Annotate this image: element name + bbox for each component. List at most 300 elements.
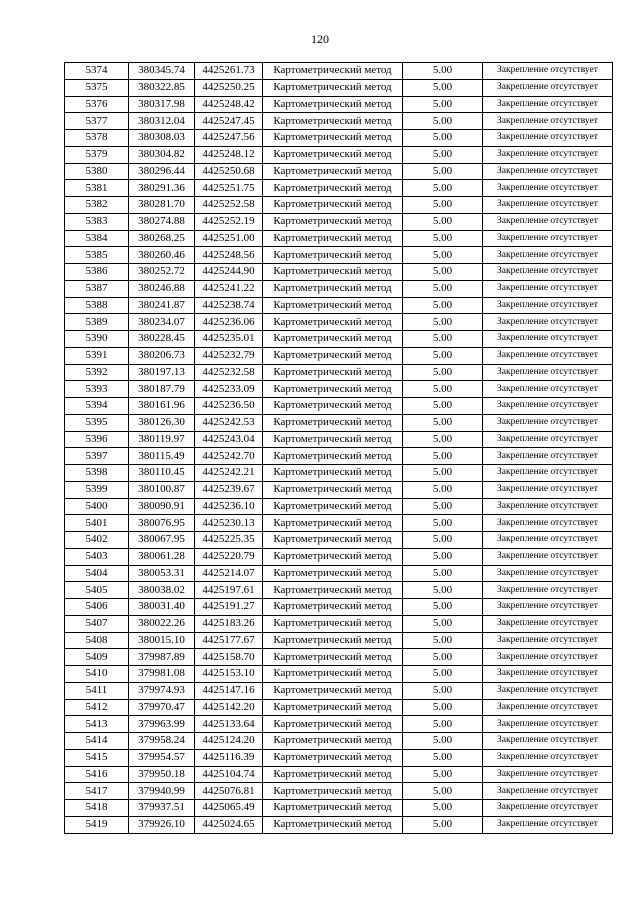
coordinate-x: 379950.18 [129,766,195,783]
table-row [65,816,613,833]
table-row [65,532,613,549]
table-row [65,230,613,247]
coordinate-x: 379963.99 [129,716,195,733]
coordinate-y: 4425251.00 [195,230,263,247]
coordinate-x: 380228.45 [129,331,195,348]
accuracy-cell: 5.00 [403,431,483,448]
table-row [65,749,613,766]
fixation-cell: Закрепление отсутствует [483,364,613,381]
fixation-cell: Закрепление отсутствует [483,565,613,582]
coordinate-x: 380281.70 [129,197,195,214]
accuracy-cell: 5.00 [403,247,483,264]
coordinate-x: 380268.25 [129,230,195,247]
coordinate-x: 379940.99 [129,783,195,800]
fixation-cell: Закрепление отсутствует [483,481,613,498]
method-cell: Картометрический метод [263,96,403,113]
accuracy-cell: 5.00 [403,297,483,314]
coordinate-y: 4425065.49 [195,800,263,817]
accuracy-cell: 5.00 [403,800,483,817]
point-number: 5405 [65,582,129,599]
accuracy-cell: 5.00 [403,632,483,649]
point-number: 5394 [65,398,129,415]
fixation-cell: Закрепление отсутствует [483,163,613,180]
table-row [65,548,613,565]
method-cell: Картометрический метод [263,749,403,766]
table-row [65,197,613,214]
method-cell: Картометрический метод [263,532,403,549]
point-number: 5381 [65,180,129,197]
coordinate-x: 380161.96 [129,398,195,415]
coordinate-y: 4425232.79 [195,347,263,364]
accuracy-cell: 5.00 [403,599,483,616]
coordinate-x: 380076.95 [129,515,195,532]
coordinate-y: 4425248.56 [195,247,263,264]
coordinate-x: 379958.24 [129,733,195,750]
table-row [65,347,613,364]
coordinate-x: 380322.85 [129,79,195,96]
coordinate-y: 4425242.70 [195,448,263,465]
point-number: 5406 [65,599,129,616]
accuracy-cell: 5.00 [403,733,483,750]
table-row [65,130,613,147]
point-number: 5384 [65,230,129,247]
coordinate-x: 380260.46 [129,247,195,264]
coordinate-y: 4425238.74 [195,297,263,314]
point-number: 5383 [65,213,129,230]
method-cell: Картометрический метод [263,347,403,364]
coordinate-y: 4425236.10 [195,498,263,515]
method-cell: Картометрический метод [263,733,403,750]
point-number: 5396 [65,431,129,448]
page-number: 120 [311,32,329,46]
point-number: 5409 [65,649,129,666]
fixation-cell: Закрепление отсутствует [483,79,613,96]
accuracy-cell: 5.00 [403,783,483,800]
coordinate-y: 4425158.70 [195,649,263,666]
coordinate-x: 380234.07 [129,314,195,331]
coordinate-x: 380119.97 [129,431,195,448]
accuracy-cell: 5.00 [403,96,483,113]
method-cell: Картометрический метод [263,163,403,180]
table-row [65,615,613,632]
fixation-cell: Закрепление отсутствует [483,331,613,348]
accuracy-cell: 5.00 [403,414,483,431]
table-row [65,247,613,264]
table-row [65,79,613,96]
coordinate-y: 4425252.58 [195,197,263,214]
point-number: 5411 [65,682,129,699]
fixation-cell: Закрепление отсутствует [483,682,613,699]
point-number: 5380 [65,163,129,180]
coordinate-x: 379974.93 [129,682,195,699]
coordinate-y: 4425242.53 [195,414,263,431]
fixation-cell: Закрепление отсутствует [483,63,613,80]
method-cell: Картометрический метод [263,766,403,783]
point-number: 5390 [65,331,129,348]
method-cell: Картометрический метод [263,297,403,314]
coordinates-table-body [65,63,613,834]
fixation-cell: Закрепление отсутствует [483,398,613,415]
accuracy-cell: 5.00 [403,498,483,515]
accuracy-cell: 5.00 [403,146,483,163]
method-cell: Картометрический метод [263,816,403,833]
method-cell: Картометрический метод [263,448,403,465]
point-number: 5416 [65,766,129,783]
fixation-cell: Закрепление отсутствует [483,314,613,331]
point-number: 5382 [65,197,129,214]
coordinate-y: 4425252.19 [195,213,263,230]
point-number: 5391 [65,347,129,364]
point-number: 5399 [65,481,129,498]
coordinate-y: 4425236.06 [195,314,263,331]
coordinate-y: 4425233.09 [195,381,263,398]
coordinate-x: 380126.30 [129,414,195,431]
point-number: 5387 [65,280,129,297]
accuracy-cell: 5.00 [403,666,483,683]
table-row [65,264,613,281]
coordinate-y: 4425076.81 [195,783,263,800]
coordinate-y: 4425251.75 [195,180,263,197]
coordinate-y: 4425241.22 [195,280,263,297]
fixation-cell: Закрепление отсутствует [483,448,613,465]
point-number: 5386 [65,264,129,281]
accuracy-cell: 5.00 [403,264,483,281]
fixation-cell: Закрепление отсутствует [483,816,613,833]
method-cell: Картометрический метод [263,481,403,498]
fixation-cell: Закрепление отсутствует [483,548,613,565]
method-cell: Картометрический метод [263,465,403,482]
method-cell: Картометрический метод [263,247,403,264]
table-row [65,783,613,800]
coordinate-y: 4425242.21 [195,465,263,482]
method-cell: Картометрический метод [263,331,403,348]
point-number: 5398 [65,465,129,482]
fixation-cell: Закрепление отсутствует [483,766,613,783]
point-number: 5375 [65,79,129,96]
table-row [65,431,613,448]
coordinate-x: 380067.95 [129,532,195,549]
fixation-cell: Закрепление отсутствует [483,264,613,281]
fixation-cell: Закрепление отсутствует [483,280,613,297]
accuracy-cell: 5.00 [403,314,483,331]
point-number: 5407 [65,615,129,632]
coordinate-x: 379937.51 [129,800,195,817]
fixation-cell: Закрепление отсутствует [483,230,613,247]
table-row [65,515,613,532]
fixation-cell: Закрепление отсутствует [483,783,613,800]
point-number: 5410 [65,666,129,683]
table-row [65,63,613,80]
method-cell: Картометрический метод [263,431,403,448]
point-number: 5417 [65,783,129,800]
point-number: 5401 [65,515,129,532]
method-cell: Картометрический метод [263,699,403,716]
table-row [65,146,613,163]
accuracy-cell: 5.00 [403,130,483,147]
point-number: 5385 [65,247,129,264]
method-cell: Картометрический метод [263,582,403,599]
coordinate-x: 379987.89 [129,649,195,666]
fixation-cell: Закрепление отсутствует [483,197,613,214]
method-cell: Картометрический метод [263,63,403,80]
coordinate-x: 380061.28 [129,548,195,565]
table-row [65,649,613,666]
accuracy-cell: 5.00 [403,481,483,498]
point-number: 5400 [65,498,129,515]
fixation-cell: Закрепление отсутствует [483,465,613,482]
accuracy-cell: 5.00 [403,565,483,582]
method-cell: Картометрический метод [263,548,403,565]
method-cell: Картометрический метод [263,180,403,197]
table-row [65,800,613,817]
coordinate-x: 380090.91 [129,498,195,515]
fixation-cell: Закрепление отсутствует [483,213,613,230]
method-cell: Картометрический метод [263,398,403,415]
coordinate-y: 4425247.56 [195,130,263,147]
table-row [65,565,613,582]
table-row [65,733,613,750]
accuracy-cell: 5.00 [403,448,483,465]
point-number: 5412 [65,699,129,716]
table-row [65,163,613,180]
coordinate-x: 380317.98 [129,96,195,113]
accuracy-cell: 5.00 [403,230,483,247]
fixation-cell: Закрепление отсутствует [483,381,613,398]
accuracy-cell: 5.00 [403,682,483,699]
coordinate-x: 380274.88 [129,213,195,230]
coordinate-y: 4425220.79 [195,548,263,565]
fixation-cell: Закрепление отсутствует [483,130,613,147]
method-cell: Картометрический метод [263,649,403,666]
coordinate-y: 4425191.27 [195,599,263,616]
accuracy-cell: 5.00 [403,381,483,398]
point-number: 5377 [65,113,129,130]
method-cell: Картометрический метод [263,615,403,632]
accuracy-cell: 5.00 [403,213,483,230]
method-cell: Картометрический метод [263,113,403,130]
accuracy-cell: 5.00 [403,582,483,599]
coordinate-x: 380304.82 [129,146,195,163]
fixation-cell: Закрепление отсутствует [483,113,613,130]
coordinate-x: 380206.73 [129,347,195,364]
fixation-cell: Закрепление отсутствует [483,431,613,448]
coordinate-y: 4425230.13 [195,515,263,532]
table-row [65,297,613,314]
table-row [65,280,613,297]
accuracy-cell: 5.00 [403,364,483,381]
fixation-cell: Закрепление отсутствует [483,96,613,113]
coordinate-y: 4425153.10 [195,666,263,683]
coordinate-y: 4425177.67 [195,632,263,649]
coordinate-y: 4425248.42 [195,96,263,113]
coordinate-x: 380308.03 [129,130,195,147]
coordinates-table [64,62,613,834]
table-row [65,113,613,130]
coordinate-x: 380100.87 [129,481,195,498]
accuracy-cell: 5.00 [403,548,483,565]
coordinate-x: 379970.47 [129,699,195,716]
fixation-cell: Закрепление отсутствует [483,599,613,616]
coordinate-y: 4425214.07 [195,565,263,582]
coordinate-y: 4425147.16 [195,682,263,699]
point-number: 5388 [65,297,129,314]
coordinate-x: 380246.88 [129,280,195,297]
method-cell: Картометрический метод [263,264,403,281]
method-cell: Картометрический метод [263,783,403,800]
accuracy-cell: 5.00 [403,816,483,833]
fixation-cell: Закрепление отсутствует [483,146,613,163]
point-number: 5414 [65,733,129,750]
point-number: 5389 [65,314,129,331]
accuracy-cell: 5.00 [403,197,483,214]
coordinate-x: 380252.72 [129,264,195,281]
coordinate-y: 4425244.90 [195,264,263,281]
coordinate-y: 4425232.58 [195,364,263,381]
fixation-cell: Закрепление отсутствует [483,347,613,364]
point-number: 5418 [65,800,129,817]
table-row [65,498,613,515]
coordinate-x: 379954.57 [129,749,195,766]
table-row [65,632,613,649]
point-number: 5392 [65,364,129,381]
point-number: 5374 [65,63,129,80]
method-cell: Картометрический метод [263,632,403,649]
accuracy-cell: 5.00 [403,347,483,364]
point-number: 5403 [65,548,129,565]
coordinate-x: 380110.45 [129,465,195,482]
accuracy-cell: 5.00 [403,113,483,130]
point-number: 5378 [65,130,129,147]
fixation-cell: Закрепление отсутствует [483,733,613,750]
table-row [65,716,613,733]
fixation-cell: Закрепление отсутствует [483,498,613,515]
fixation-cell: Закрепление отсутствует [483,414,613,431]
table-row [65,599,613,616]
coordinate-y: 4425225.35 [195,532,263,549]
coordinate-y: 4425250.68 [195,163,263,180]
fixation-cell: Закрепление отсутствует [483,615,613,632]
fixation-cell: Закрепление отсутствует [483,515,613,532]
coordinate-y: 4425024.65 [195,816,263,833]
point-number: 5404 [65,565,129,582]
method-cell: Картометрический метод [263,800,403,817]
coordinate-x: 380053.31 [129,565,195,582]
accuracy-cell: 5.00 [403,649,483,666]
coordinate-x: 380312.04 [129,113,195,130]
point-number: 5408 [65,632,129,649]
fixation-cell: Закрепление отсутствует [483,749,613,766]
coordinate-y: 4425124.20 [195,733,263,750]
table-row [65,582,613,599]
fixation-cell: Закрепление отсутствует [483,632,613,649]
fixation-cell: Закрепление отсутствует [483,247,613,264]
table-row [65,666,613,683]
point-number: 5402 [65,532,129,549]
coordinate-y: 4425239.67 [195,481,263,498]
method-cell: Картометрический метод [263,599,403,616]
coordinate-y: 4425250.25 [195,79,263,96]
method-cell: Картометрический метод [263,280,403,297]
accuracy-cell: 5.00 [403,63,483,80]
method-cell: Картометрический метод [263,498,403,515]
coordinate-y: 4425235.01 [195,331,263,348]
accuracy-cell: 5.00 [403,766,483,783]
table-row [65,180,613,197]
fixation-cell: Закрепление отсутствует [483,297,613,314]
accuracy-cell: 5.00 [403,615,483,632]
fixation-cell: Закрепление отсутствует [483,582,613,599]
table-row [65,398,613,415]
fixation-cell: Закрепление отсутствует [483,532,613,549]
table-row [65,699,613,716]
accuracy-cell: 5.00 [403,515,483,532]
method-cell: Картометрический метод [263,565,403,582]
method-cell: Картометрический метод [263,682,403,699]
coordinate-x: 380015.10 [129,632,195,649]
accuracy-cell: 5.00 [403,465,483,482]
coordinate-x: 380115.49 [129,448,195,465]
accuracy-cell: 5.00 [403,79,483,96]
accuracy-cell: 5.00 [403,331,483,348]
point-number: 5379 [65,146,129,163]
accuracy-cell: 5.00 [403,180,483,197]
table-row [65,213,613,230]
accuracy-cell: 5.00 [403,398,483,415]
fixation-cell: Закрепление отсутствует [483,699,613,716]
method-cell: Картометрический метод [263,381,403,398]
point-number: 5415 [65,749,129,766]
table-row [65,682,613,699]
accuracy-cell: 5.00 [403,532,483,549]
accuracy-cell: 5.00 [403,163,483,180]
method-cell: Картометрический метод [263,716,403,733]
fixation-cell: Закрепление отсутствует [483,800,613,817]
coordinate-x: 379926.10 [129,816,195,833]
table-row [65,364,613,381]
method-cell: Картометрический метод [263,130,403,147]
method-cell: Картометрический метод [263,515,403,532]
method-cell: Картометрический метод [263,414,403,431]
table-row [65,766,613,783]
point-number: 5376 [65,96,129,113]
point-number: 5393 [65,381,129,398]
table-row [65,414,613,431]
accuracy-cell: 5.00 [403,749,483,766]
coordinate-y: 4425243.04 [195,431,263,448]
table-row [65,381,613,398]
coordinate-x: 380187.79 [129,381,195,398]
coordinate-y: 4425183.26 [195,615,263,632]
coordinate-x: 380291.36 [129,180,195,197]
fixation-cell: Закрепление отсутствует [483,649,613,666]
point-number: 5419 [65,816,129,833]
coordinate-y: 4425236.50 [195,398,263,415]
accuracy-cell: 5.00 [403,716,483,733]
table-row [65,481,613,498]
accuracy-cell: 5.00 [403,699,483,716]
method-cell: Картометрический метод [263,364,403,381]
table-row [65,314,613,331]
point-number: 5413 [65,716,129,733]
coordinate-x: 380038.02 [129,582,195,599]
coordinate-x: 380197.13 [129,364,195,381]
coordinate-x: 380022.26 [129,615,195,632]
coordinate-y: 4425142.20 [195,699,263,716]
accuracy-cell: 5.00 [403,280,483,297]
method-cell: Картометрический метод [263,213,403,230]
fixation-cell: Закрепление отсутствует [483,666,613,683]
coordinate-y: 4425104.74 [195,766,263,783]
